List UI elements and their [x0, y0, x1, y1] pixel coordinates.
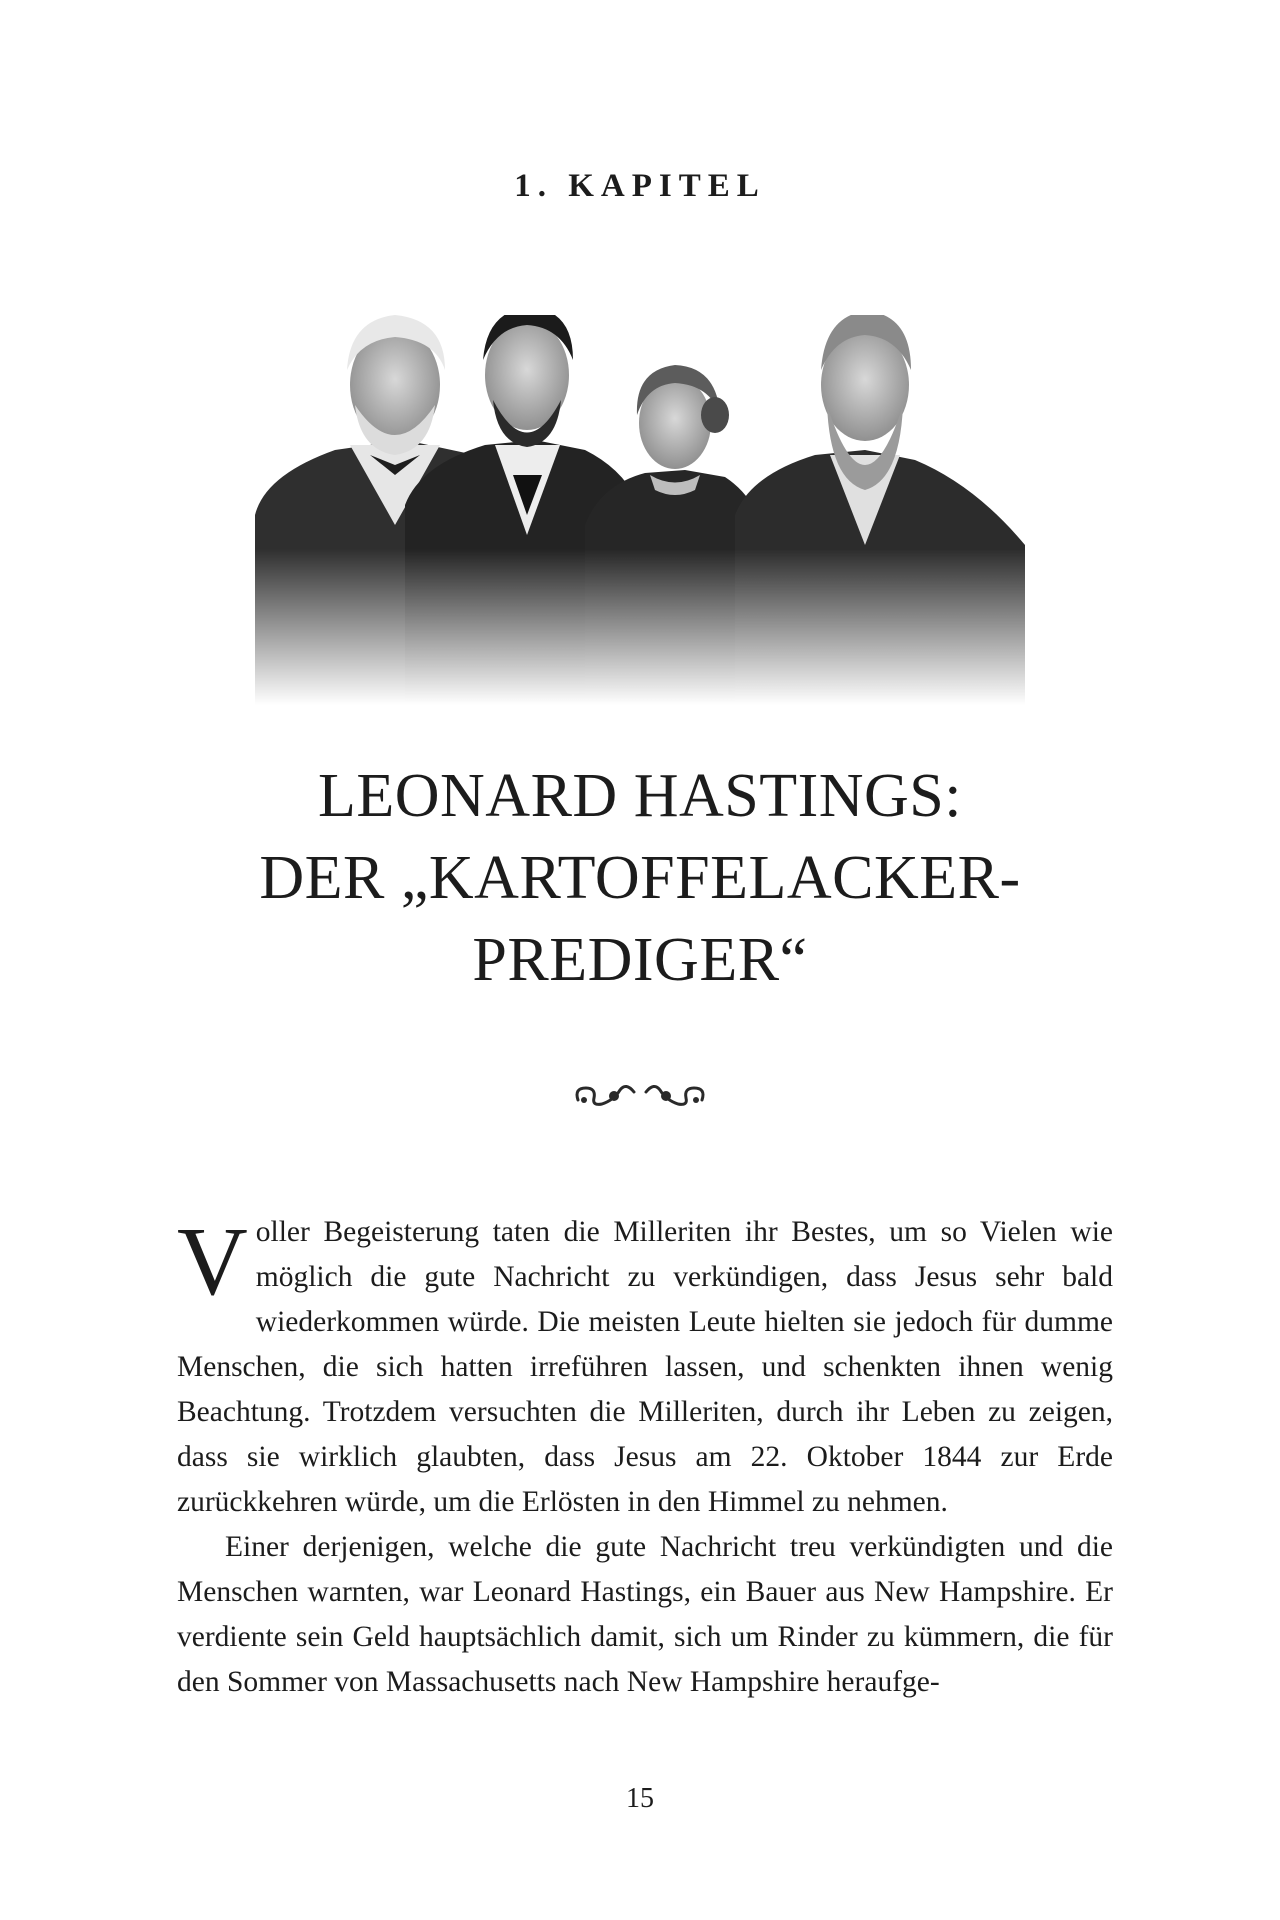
page-number: 15: [626, 1783, 654, 1814]
drop-cap: V: [177, 1208, 248, 1316]
paragraph-2: Einer derjenigen, welche die gute Nachricht treu verkündigten und die Menschen warnten, war Leonard Hastings, ein Bauer aus New Hampshire. Er verdiente sein Geld hauptsächlich damit, sich um Rinder zu kümmern, die für den Sommer von Massachusetts nach New Hampshire heraufge-: [177, 1531, 1113, 1698]
title-line-1: LEONARD HASTINGS:: [318, 762, 962, 830]
chapter-title: [0, 755, 1280, 1001]
title-line-2: DER „KARTOFFELACKER-: [259, 844, 1021, 912]
chapter-heading: 1. KAPITEL: [514, 168, 766, 204]
title-line-3: PREDIGER“: [472, 926, 808, 994]
paragraph-1-text: oller Begeisterung taten die Milleriten ihr Bestes, um so Vielen wie möglich die gute Nachricht zu verkündigen, dass Jesus sehr bald wiederkommen würde. Die meisten Leute hielten sie jedoch für dumme Menschen, die sich hatten irreführen lassen, und schenkten ihnen wenig Beachtung. Trotzdem versuchten die Milleriten, durch ihr Leben zu zeigen, dass sie wirklich glaubten, dass Jesus am 22. Oktober 1844 zur Erde zurückkehren würde, um die Erlösten in den Himmel zu nehmen.: [177, 1216, 1113, 1518]
scroll-flourish-icon: [570, 1078, 710, 1112]
portrait-group-image: [255, 315, 1025, 705]
paragraph-1: [177, 1210, 1113, 1525]
body-text: [177, 1210, 1113, 1705]
